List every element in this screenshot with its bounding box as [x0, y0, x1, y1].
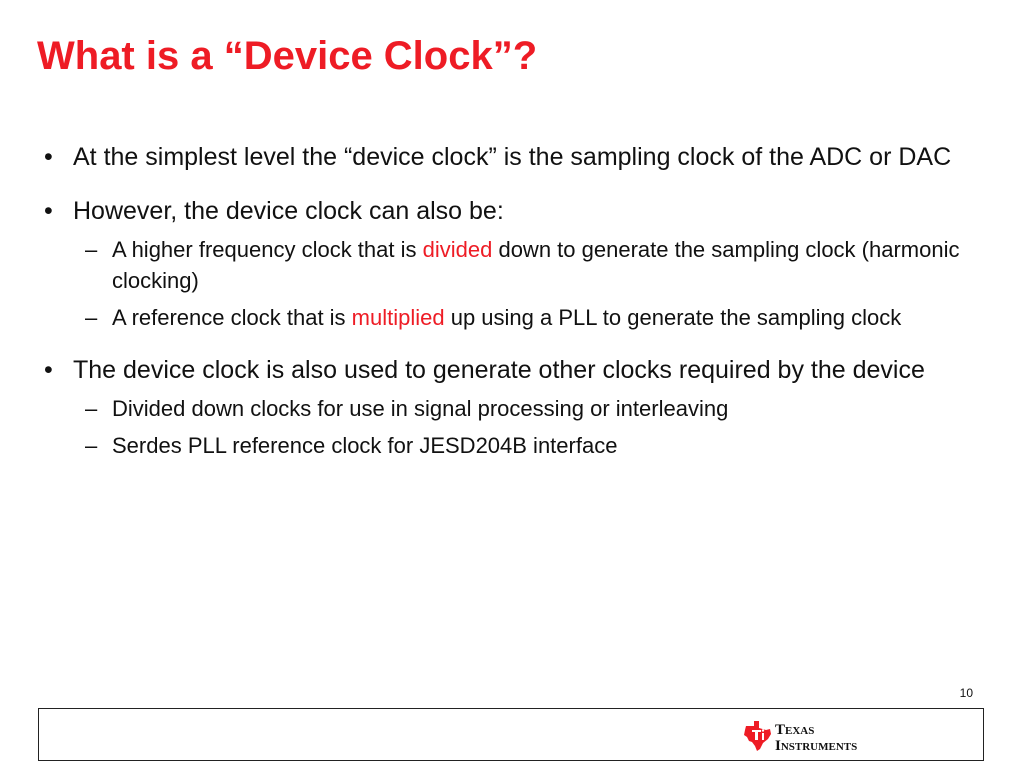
footer-bar — [38, 708, 984, 761]
slide-title: What is a “Device Clock”? — [37, 34, 538, 78]
bullet-text: • However, the device clock can also be: — [73, 197, 504, 225]
sub-bullet-text: Serdes PLL reference clock for JESD204B interface — [112, 433, 618, 458]
sub-bullet-list — [73, 393, 982, 461]
bullet-text: • The device clock is also used to generate other clocks required by the device — [73, 356, 925, 384]
sub-bullet-item — [73, 430, 982, 461]
bullet-item — [42, 353, 982, 461]
sub-bullet-list — [73, 234, 982, 333]
sub-bullet-text: A reference clock that is — [112, 305, 352, 330]
bullet-item — [42, 194, 982, 333]
logo-text-line2: INSTRUMENTS — [775, 738, 858, 754]
slide-content — [42, 140, 982, 481]
sub-bullet-text: A higher frequency clock that is — [112, 237, 423, 262]
svg-text:TEXAS — [775, 722, 814, 738]
sub-bullet-text: Divided down clocks for use in signal processing or interleaving — [112, 396, 729, 421]
page-number: 10 — [959, 686, 973, 700]
sub-bullet-item — [73, 393, 982, 424]
bullet-item — [42, 140, 982, 174]
sub-bullet-item — [73, 302, 982, 333]
highlight-text: divided — [422, 237, 493, 262]
highlight-text: multiplied — [351, 305, 445, 330]
bullet-text: • At the simplest level the “device clock” is the sampling clock of the ADC or DAC — [73, 143, 952, 171]
sub-bullet-text: down to generate the sampling clock (harmonic clocking) — [112, 237, 960, 293]
sub-bullet-text: up using a PLL to generate the sampling clock — [444, 305, 902, 330]
sub-bullet-item — [73, 234, 982, 296]
logo-text-line1: TEXAS — [775, 722, 815, 738]
texas-instruments-logo — [742, 718, 872, 754]
